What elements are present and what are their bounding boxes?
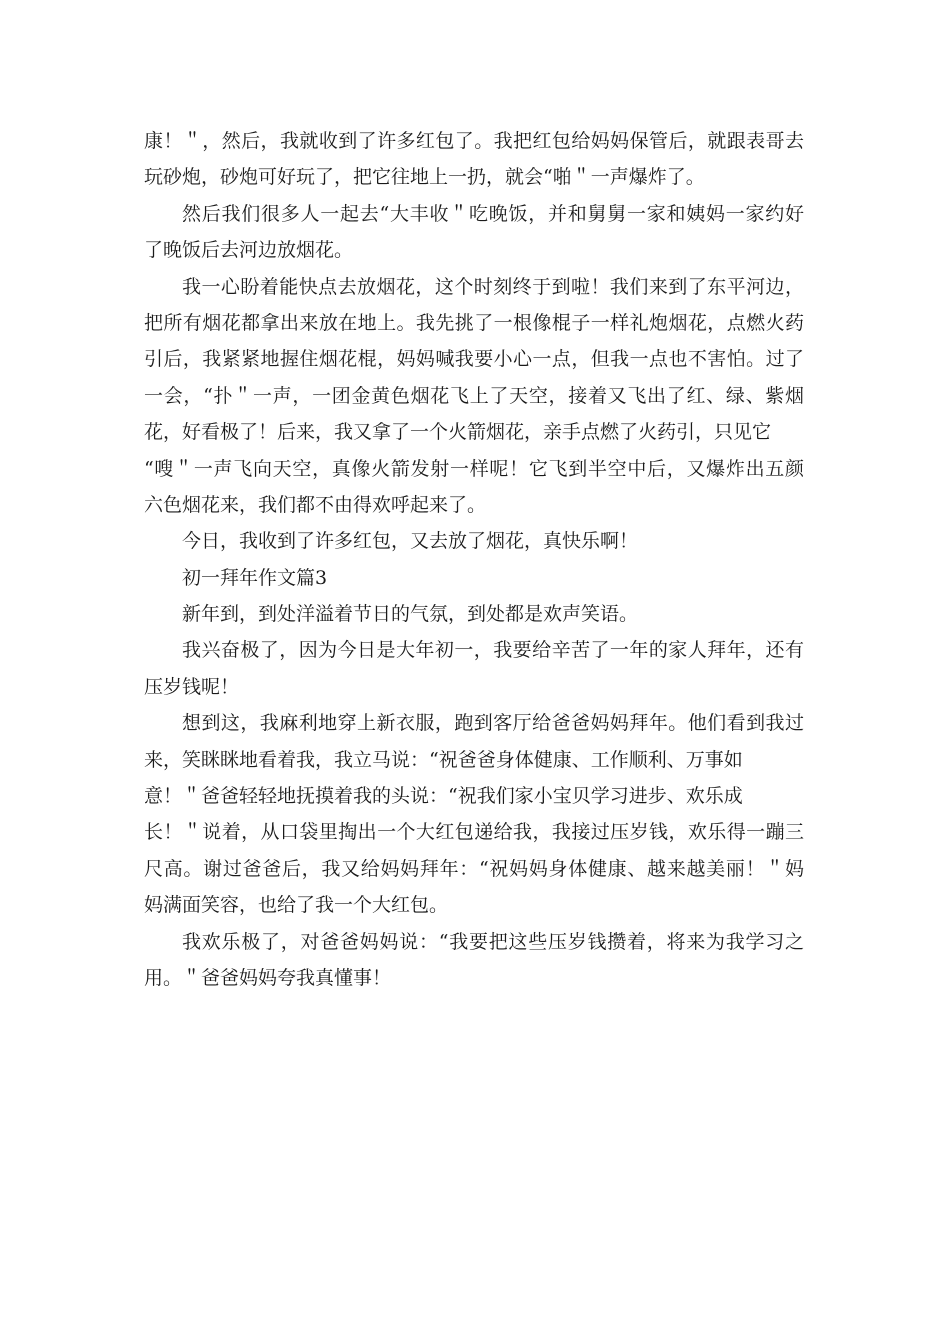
text-line: 用。＂爸爸妈妈夸我真懂事！ [144, 966, 392, 989]
text-line: 新年到，到处洋溢着节日的气氛，到处都是欢声笑语。 [182, 603, 639, 626]
text-line: 妈满面笑容，也给了我一个大红包。 [144, 894, 449, 917]
text-line: 压岁钱呢！ [144, 675, 240, 698]
text-line: 引后，我紧紧地握住烟花棍，妈妈喊我要小心一点，但我一点也不害怕。过了 [144, 348, 804, 371]
text-line: 长！＂说着，从口袋里掏出一个大红包递给我，我接过压岁钱，欢乐得一蹦三 [144, 821, 804, 844]
text-line: 来，笑眯眯地看着我，我立马说：“祝爸爸身体健康、工作顺利、万事如 [144, 748, 743, 771]
text-line: 想到这，我麻利地穿上新衣服，跑到客厅给爸爸妈妈拜年。他们看到我过 [182, 712, 804, 735]
text-line: 六色烟花来，我们都不由得欢呼起来了。 [144, 493, 487, 516]
text-line: “嗖＂一声飞向天空，真像火箭发射一样呢！它飞到半空中后，又爆炸出五颜 [144, 457, 804, 480]
text-line: 初一拜年作文篇3 [182, 566, 328, 589]
text-line: 意！＂爸爸轻轻地抚摸着我的头说：“祝我们家小宝贝学习进步、欢乐成 [144, 785, 743, 808]
text-line: 把所有烟花都拿出来放在地上。我先挑了一根像棍子一样礼炮烟花，点燃火药 [144, 311, 804, 334]
document-body [144, 123, 804, 996]
text-line: 我欢乐极了，对爸爸妈妈说：“我要把这些压岁钱攒着，将来为我学习之 [182, 930, 804, 953]
text-line: 然后我们很多人一起去“大丰收＂吃晚饭，并和舅舅一家和姨妈一家约好 [182, 202, 804, 225]
text-line: 尺高。谢过爸爸后，我又给妈妈拜年：“祝妈妈身体健康、越来越美丽！＂妈 [144, 857, 804, 880]
text-line: 花，好看极了！后来，我又拿了一个火箭烟花，亲手点燃了火药引，只见它 [144, 421, 772, 444]
text-line: 一会，“扑＂一声，一团金黄色烟花飞上了天空，接着又飞出了红、绿、紫烟 [144, 384, 804, 407]
text-line: 玩砂炮，砂炮可好玩了，把它往地上一扔，就会“啪＂一声爆炸了。 [144, 166, 705, 189]
text-line: 我兴奋极了，因为今日是大年初一，我要给辛苦了一年的家人拜年，还有 [182, 639, 804, 662]
text-line: 我一心盼着能快点去放烟花，这个时刻终于到啦！我们来到了东平河边， [182, 275, 804, 298]
text-line: 了晚饭后去河边放烟花。 [144, 239, 354, 262]
text-line: 今日，我收到了许多红包，又去放了烟花，真快乐啊！ [182, 530, 639, 553]
text-line: 康！＂，然后，我就收到了许多红包了。我把红包给妈妈保管后，就跟表哥去 [144, 130, 804, 152]
